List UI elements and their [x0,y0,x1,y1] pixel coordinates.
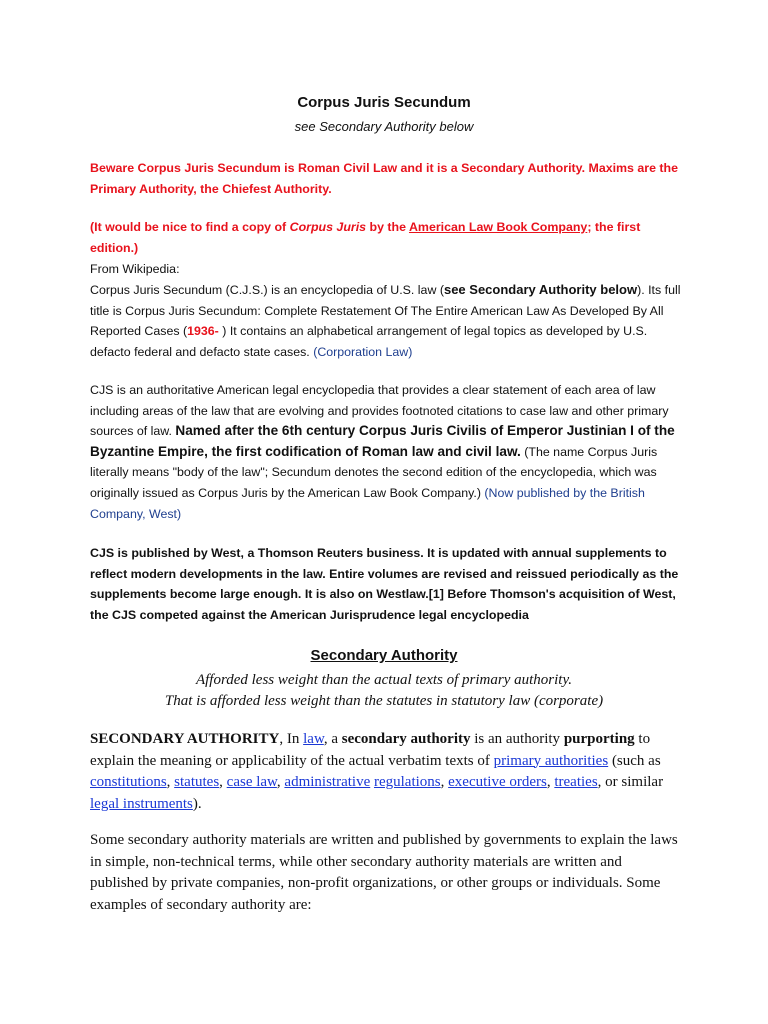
def-text: , In [279,731,304,747]
def-text: ). [192,795,202,812]
wiki-p2-text-a: CJS is an authoritative American legal encyclopedia that provides a clear statement of each area of law including areas of the law that are evolving and provides footnoted citations to case law and other primary sources of law. [90,383,669,439]
year-1936: 1936- [187,324,219,339]
secondary-authority-term: secondary authority [341,731,471,747]
def-text: , [166,774,175,790]
note-close: ; the first edition.) [90,220,641,255]
regulations-link[interactable]: regulations [373,774,441,790]
wiki-paragraph-1 [90,280,690,362]
note-paragraph [90,217,690,258]
def-text: , or similar [597,774,664,790]
wiki-p1-text-a: Corpus Juris Secundum (C.J.S.) is an encyclopedia of U.S. law ( [90,283,444,297]
corporation-law-note: (Corporation Law) [313,344,413,359]
def-text: , [276,774,285,790]
named-after-justinian: Named after the 6th century Corpus Juris Civilis of Emperor Justinian I of the Byzantine Empire, the first codification of Roman law and civil law. [90,423,675,459]
def-text: , [546,774,555,790]
def-text: is an authority [470,731,564,747]
wiki-p2-text-b: (The name Corpus Juris literally means "body of the law"; Secundum denotes the second edition of the encyclopedia, which was originally issued as Corpus Juris by the American Law Book Company.) [90,444,658,500]
secondary-authority-heading: Secondary Authority [310,647,458,664]
page-title: Corpus Juris Secundum [297,94,471,111]
note-italic: Corpus Juris [289,220,367,234]
treaties-link[interactable]: treaties [554,774,598,790]
wiki-paragraph-2 [90,380,690,524]
wiki-p1-text-b: ). Its full title is Corpus Juris Secundum: Complete Restatement Of The Entire American Law As Developed By All Reported Cases ( [90,283,681,339]
warning-paragraph: Beware Corpus Juris Secundum is Roman Civil Law and it is a Secondary Authority. Maxims are the Primary Authority, the Chiefest Authority. [90,161,679,196]
constitutions-link[interactable]: constitutions [90,774,167,790]
def-text: , [440,774,449,790]
secondary-lead: SECONDARY AUTHORITY [90,731,280,747]
legal-instruments-link[interactable]: legal instruments [90,795,193,812]
secondary-authority-subtitle [0,670,768,712]
executive-orders-link[interactable]: executive orders [448,774,547,790]
secondary-examples-paragraph: Some secondary authority materials are written and published by governments to explain the laws in simple, non-technical terms, while other secondary authority materials are written and published by private companies, non-profit organizations, or other groups or individuals. Some examples of secondary authority are: [90,832,678,913]
def-text: , [219,774,227,790]
wiki-p1-text-c: ) It contains an alphabetical arrangement of legal topics as developed by U.S. defacto federal and defacto state cases. [90,324,648,359]
american-law-book-link[interactable]: American Law Book Company [408,220,588,234]
published-by-west-note: (Now published by the British Company, West) [90,485,645,521]
secondary-sub-line-1: Afforded less weight than the actual texts of primary authority. [195,672,573,688]
wiki-paragraph-3: CJS is published by West, a Thomson Reuters business. It is updated with annual supplements to reflect modern developments in the law. Entire volumes are revised and reissued periodically as the supplements become large enough. It is also on Westlaw.[1] Before Thomson's acquisition of West, the CJS competed against the American Jurisprudence legal encyclopedia [90,546,679,622]
secondary-sub-line-2: That is afforded less weight than the statutes in statutory law (corporate) [164,693,604,709]
primary-authorities-link[interactable]: primary authorities [493,752,609,769]
wiki-source-label: From Wikipedia: [90,262,180,276]
def-text: to explain the meaning or applicability of the actual verbatim texts of [90,731,651,769]
note-mid: by the [366,220,409,234]
secondary-definition [90,729,680,815]
page-subtitle: see Secondary Authority below [294,119,474,134]
case-law-link[interactable]: case law [226,774,277,790]
administrative-link[interactable]: administrative [284,774,371,790]
def-text: (such as [608,752,661,769]
law-link[interactable]: law [303,731,324,747]
purporting-term: purporting [563,731,635,747]
note-open: (It would be nice to find a copy of [90,220,290,234]
see-secondary-authority: see Secondary Authority below [443,282,638,297]
statutes-link[interactable]: statutes [174,774,220,790]
def-text: , a [323,731,342,747]
